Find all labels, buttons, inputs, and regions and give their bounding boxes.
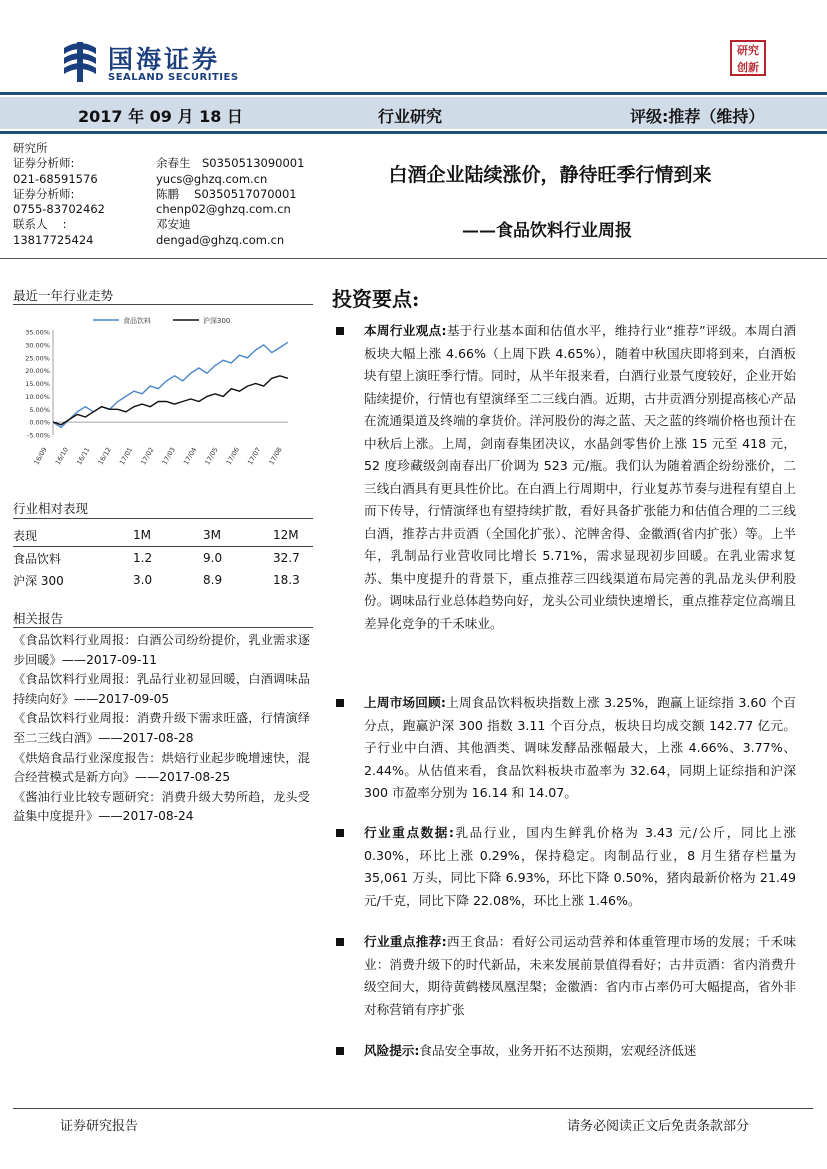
x-tick-label: 16/09: [32, 446, 49, 467]
analyst-left-1: 021-68591576: [13, 171, 98, 186]
analyst-right-1: yucs@ghzq.com.cn: [156, 171, 268, 186]
analyst-right-4: 邓安迪: [156, 217, 191, 232]
related-report-link[interactable]: 《食品饮料行业周报：白酒公司纷纷提价，乳业需求逐步回暖》——2017-09-11: [13, 633, 310, 667]
perf-header-cell: 表现: [13, 528, 38, 543]
perf-header-cell: 12M: [273, 528, 299, 542]
analyst-info-left: [13, 141, 105, 248]
analyst-right-5: dengad@ghzq.com.cn: [156, 232, 285, 247]
section-label: 本周行业观点:: [364, 323, 447, 338]
perf-cell: 8.9: [203, 573, 223, 587]
perf-cell: 1.2: [133, 551, 153, 565]
sealand-logo-icon: [58, 40, 102, 84]
perf-heading: 行业相对表现: [13, 501, 89, 516]
dept-label: 研究所: [13, 141, 48, 155]
perf-cell: 9.0: [203, 551, 223, 565]
square-bullet-icon: [336, 1047, 344, 1055]
perf-cell: 沪深 300: [13, 573, 64, 588]
square-bullet-icon: [336, 699, 344, 707]
perf-heading-rule: [13, 518, 313, 519]
x-tick-label: 17/08: [267, 446, 284, 467]
invest-heading: 投资要点:: [332, 287, 420, 311]
section-text: 乳品行业，国内生鲜乳价格为 3.43 元/公斤，同比上涨 0.30%，环比上涨 0.29%，保持稳定。肉制品行业，8 月生猪存栏量为 35,061 万头，同比下降 6.93%，环比下降 0.50%，猪肉最新价格为 21.49 元/千克，同比下降 22.08%，环比上涨 1.46%。: [364, 825, 796, 908]
y-tick-label: 20.00%: [25, 367, 50, 376]
x-tick-label: 16/11: [75, 446, 92, 467]
invest-section: [336, 320, 796, 635]
trend-heading: 最近一年行业走势: [13, 288, 114, 303]
analyst-left-3: 0755-83702462: [13, 202, 105, 217]
logo-name-en: SEALAND SECURITIES: [108, 72, 239, 83]
perf-header-cell: 3M: [203, 528, 221, 542]
analyst-left-5: 13817725424: [13, 232, 94, 247]
analyst-info-right: [156, 141, 304, 248]
analyst-left-2: 证券分析师:: [13, 186, 75, 201]
perf-cell: 32.7: [273, 551, 300, 565]
y-tick-label: 25.00%: [25, 354, 50, 363]
invest-section: [336, 692, 796, 805]
square-bullet-icon: [336, 829, 344, 837]
perf-row: [13, 547, 313, 570]
related-report-link[interactable]: 《烘焙食品行业深度报告：烘焙行业起步晚增速快，混合经营模式是新方向》——2017-08-25: [13, 750, 310, 785]
invest-section: [336, 931, 796, 1021]
section-text: 上周食品饮料板块指数上涨 3.25%，跑赢上证综指 3.60 个百分点，跑赢沪深 300 指数 3.11 个百分点，板块日均成交额 142.77 亿元。子行业中白酒、其他酒类、调味发酵品涨幅最大，上涨 4.66%、3.77%、2.44%。从估值来看，食品饮料板块市盈率为 32.64，同期上证综指和沪深 300 市盈率分别为 16.14 和 14.07。: [364, 695, 796, 800]
report-rating: 评级:推荐（维持）: [630, 107, 765, 126]
legend-label: 沪深300: [203, 317, 231, 325]
section-label: 行业重点数据:: [364, 825, 454, 840]
section-label: 风险提示:: [364, 1043, 420, 1058]
analyst-right-0: 余春生 S0350513090001: [156, 156, 305, 171]
x-tick-label: 16/10: [53, 446, 71, 467]
x-tick-label: 16/12: [96, 446, 113, 467]
perf-table: [13, 524, 313, 591]
y-tick-label: 15.00%: [25, 380, 50, 388]
y-tick-label: 35.00%: [25, 328, 50, 337]
y-tick-label: 10.00%: [25, 392, 50, 401]
trend-heading-rule: [13, 304, 313, 305]
section-text: 基于行业基本面和估值水平，维持行业“推荐”评级。本周白酒板块大幅上涨 4.66%（上周下跌 4.65%），随着中秋国庆即将到来，白酒板块有望上演旺季行情。同时，从半年报来看，白酒行业景气度较好，企业开始陆续提价，行情也有望演绎至二三线白酒。近期，古井贡酒分别提高核心产品在流通渠道及终端的拿货价。洋河股份的海之蓝、天之蓝的终端价格也预计在中秋后上涨。上周，剑南春集团决议，水晶剑零售价上涨 15 元至 418 元，52 度珍藏级剑南春出厂价调为 523 元/瓶。我们认为随着酒企纷纷涨价，二三线白酒具有更具性价比。在白酒上行周期中，行业复苏节奏与进程有望自上而下传导，行情演绎也有望持续扩散，看好具备扩张能力和估值合理的二三线白酒，推荐古井贡酒（全国化扩张）、沱牌舍得、金徽酒(省内扩张）等。上半年，乳制品行业营收同比增长 5.71%，需求显现初步回暖。在乳业需求复苏、集中度提升的背景下，重点推荐三四线渠道布局完善的乳品龙头伊利股份。调味品行业总体趋势向好，龙头公司业绩快速增长，重点推荐定位高端且差异化竞争的千禾味业。: [364, 323, 796, 631]
perf-header-row: [13, 524, 313, 547]
report-title: 白酒企业陆续涨价，静待旺季行情到来: [388, 164, 712, 186]
footer-left: 证券研究报告: [60, 1119, 139, 1134]
related-report-link[interactable]: 《酱油行业比较专题研究：消费升级大势所趋，龙头受益集中度提升》——2017-08-24: [13, 789, 310, 824]
perf-cell: 3.0: [133, 573, 153, 587]
header-divider: [0, 258, 827, 259]
series-line: [53, 376, 288, 425]
y-tick-label: 0.00%: [29, 418, 50, 427]
analyst-right-3: chenp02@ghzq.com.cn: [156, 202, 291, 217]
x-tick-label: 17/07: [246, 446, 263, 467]
related-heading-rule: [13, 627, 313, 628]
related-reports-list: [13, 631, 310, 827]
x-tick-label: 17/06: [224, 446, 242, 467]
footer-right: 请务必阅读正文后免责条款部分: [567, 1119, 750, 1134]
related-report-link[interactable]: 《食品饮料行业周报：消费升级下需求旺盛，行情演绎至二三线白酒》——2017-08-28: [13, 711, 310, 745]
x-tick-label: 17/02: [139, 446, 156, 467]
footer-rule: [13, 1108, 813, 1109]
x-tick-label: 17/04: [181, 446, 199, 467]
report-category: 行业研究: [378, 107, 443, 126]
research-seal: [730, 40, 766, 76]
analyst-right-2: 陈鹏 S0350517070001: [156, 186, 297, 201]
trend-chart: [13, 310, 313, 475]
x-tick-label: 17/03: [160, 446, 177, 467]
invest-section: [336, 1040, 796, 1063]
section-label: 行业重点推荐:: [364, 934, 447, 949]
x-tick-label: 17/05: [203, 446, 220, 467]
analyst-left-4: 联系人 :: [13, 217, 67, 232]
related-report-link[interactable]: 《食品饮料行业周报：乳品行业初显回暖，白酒调味品持续向好》——2017-09-05: [13, 672, 310, 706]
perf-row: [13, 569, 313, 591]
y-tick-label: -5.00%: [27, 431, 50, 440]
related-heading: 相关报告: [13, 611, 64, 626]
section-text: 西王食品：看好公司运动营养和体重管理市场的发展；千禾味业：消费升级下的时代新品，未来发展前景值得看好；古井贡酒：省内消费升级空间大，期待黄鹤楼凤凰涅槃；金徽酒：省内市占率仍可大幅提高，省外非对称营销有序扩张: [364, 934, 796, 1017]
square-bullet-icon: [336, 327, 344, 335]
report-subtitle: ——食品饮料行业周报: [462, 221, 632, 241]
section-label: 上周市场回顾:: [364, 695, 446, 710]
logo-name-cn: 国海证券: [108, 45, 221, 74]
seal-text: 研究创新: [737, 44, 759, 74]
square-bullet-icon: [336, 938, 344, 946]
y-tick-label: 5.00%: [29, 405, 50, 414]
perf-cell: 18.3: [273, 573, 300, 587]
x-tick-label: 17/01: [117, 446, 135, 467]
report-date: 2017 年 09 月 18 日: [78, 107, 243, 126]
section-text: 食品安全事故，业务开拓不达预期，宏观经济低迷: [419, 1043, 697, 1058]
legend-label: 食品饮料: [123, 317, 151, 325]
analyst-left-0: 证券分析师:: [13, 156, 75, 171]
perf-header-cell: 1M: [133, 528, 151, 542]
y-tick-label: 30.00%: [25, 341, 50, 350]
perf-cell: 食品饮料: [13, 551, 62, 566]
invest-section: [336, 822, 796, 912]
